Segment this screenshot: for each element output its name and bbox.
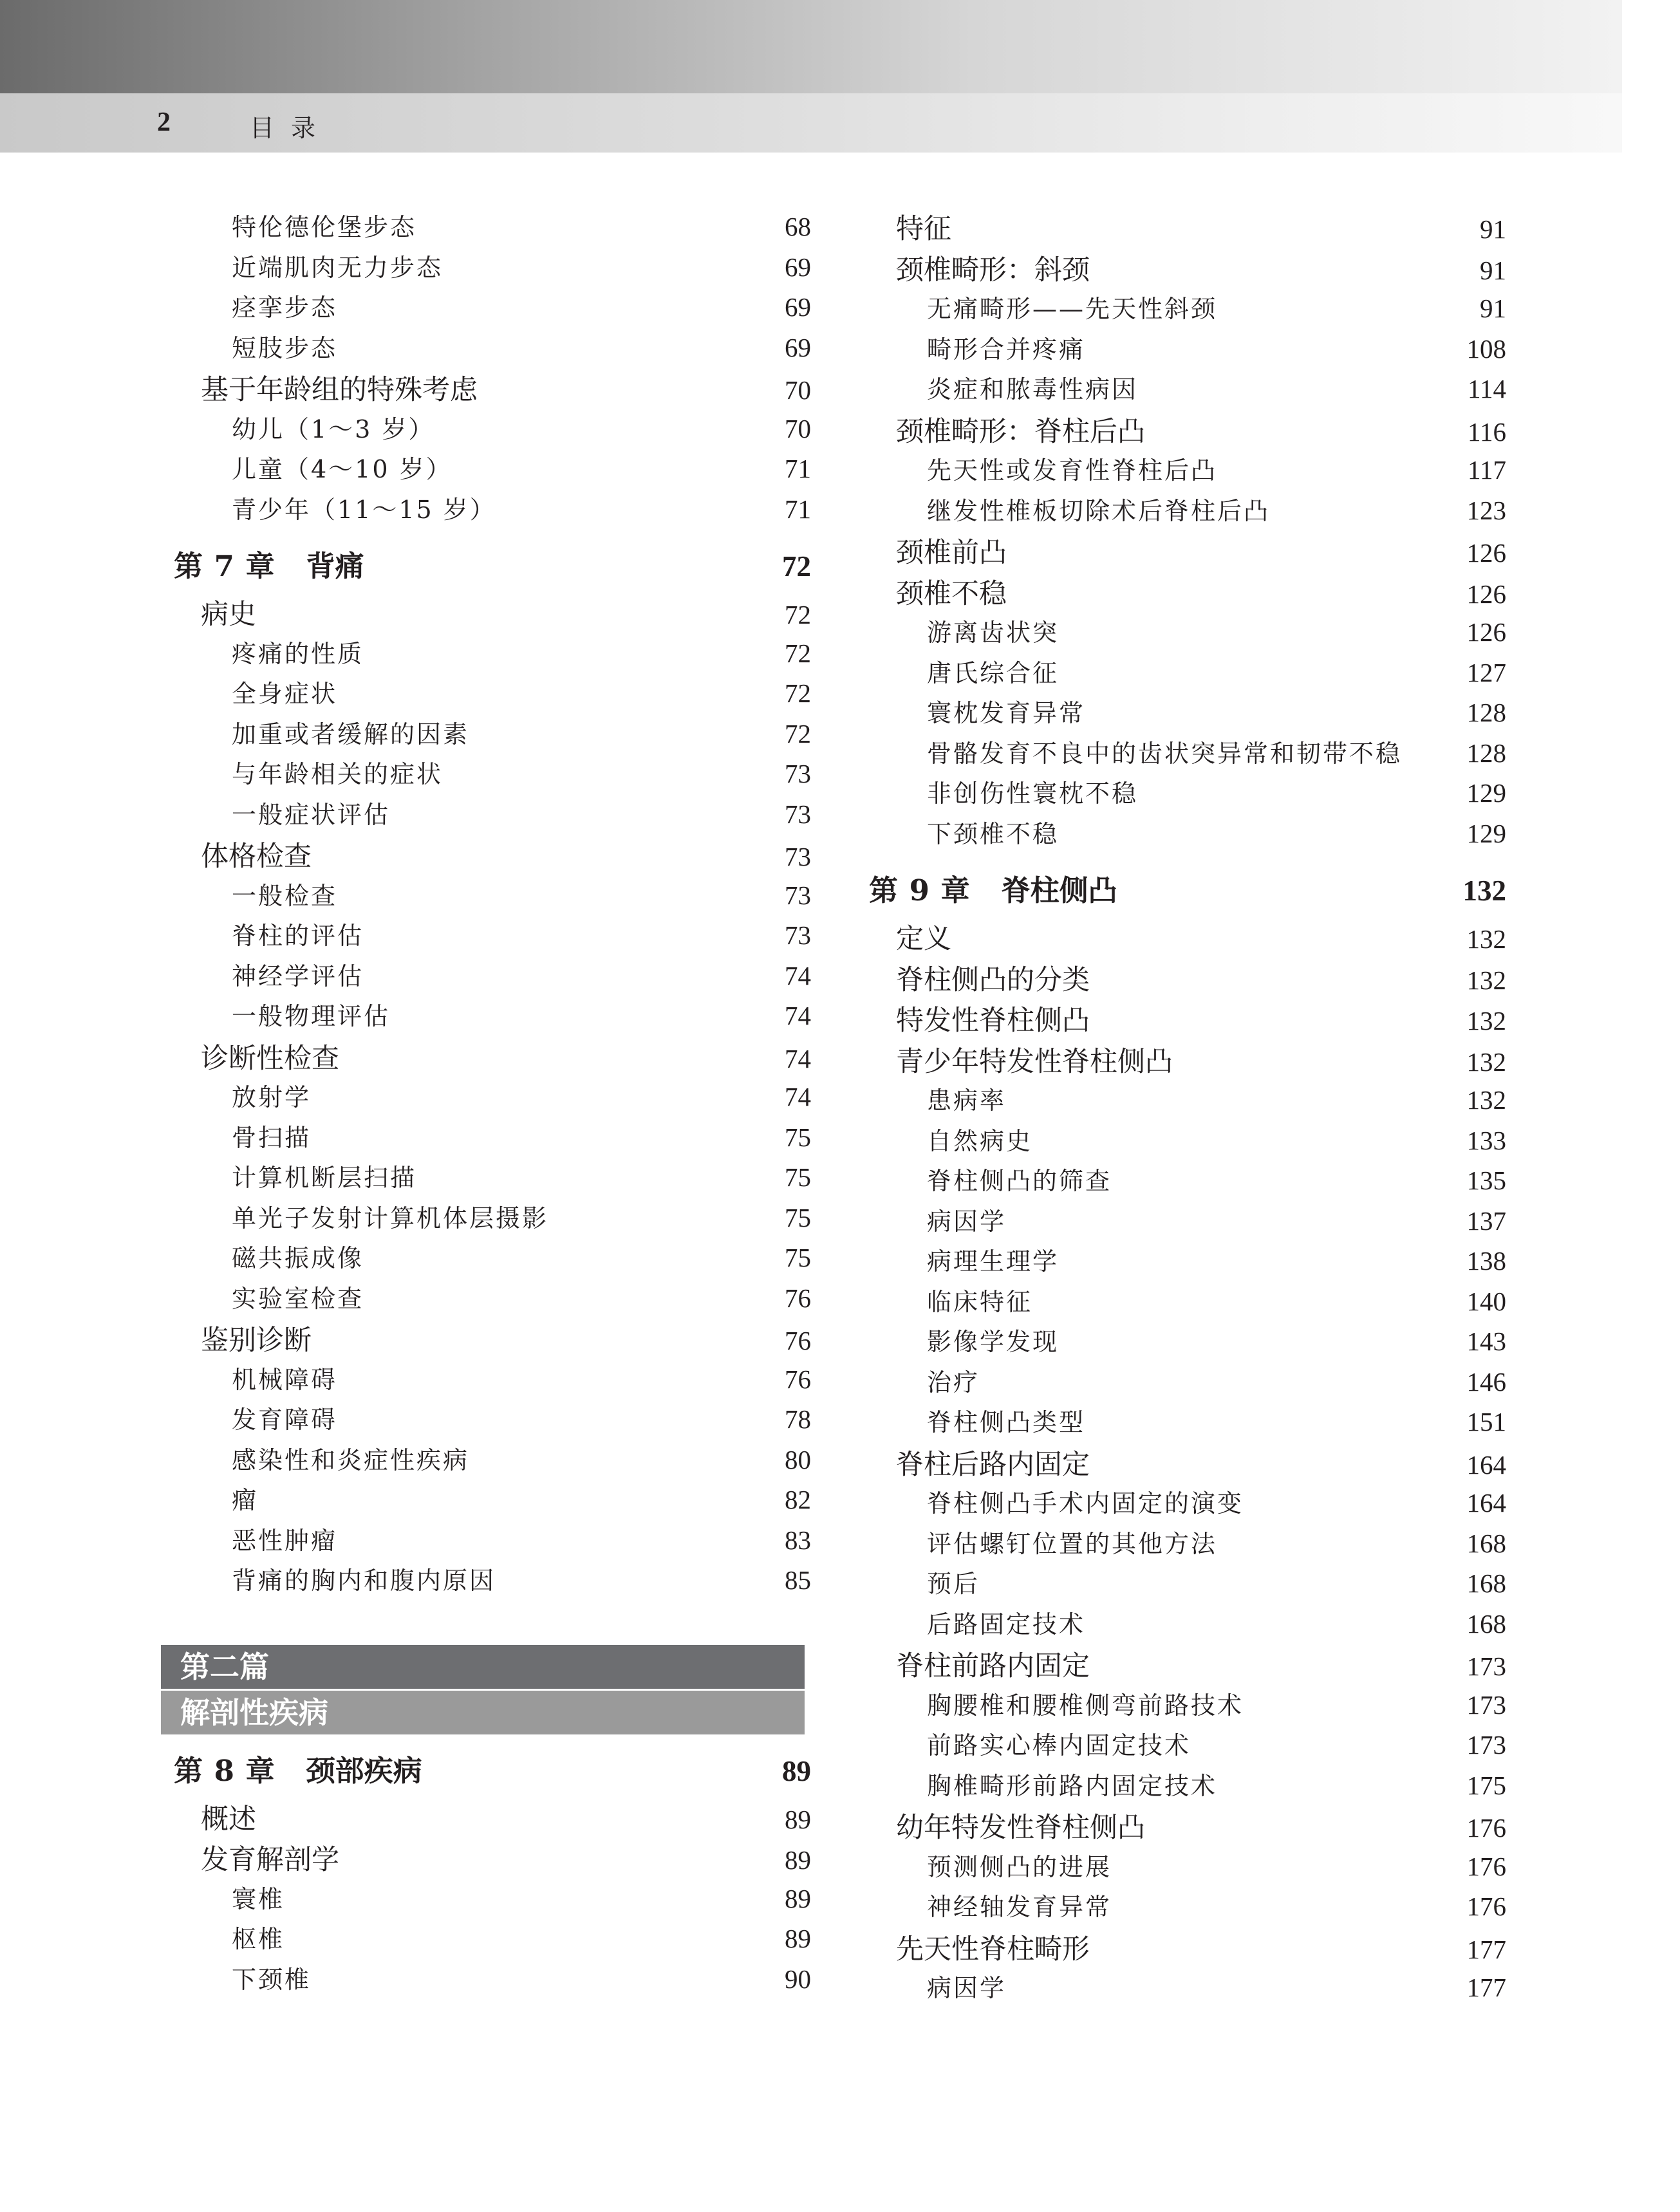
entry-title: 预后 (927, 1570, 980, 1598)
entry-page-number: 132 (1462, 875, 1506, 907)
chapter-label: 第 7 章 (174, 549, 275, 583)
entry-page-number: 177 (1466, 1973, 1506, 2002)
toc-subsection-entry[interactable] (869, 1524, 1506, 1565)
toc-subsection-entry[interactable] (869, 1766, 1506, 1807)
toc-section-entry[interactable] (174, 368, 811, 409)
entry-page-number: 168 (1466, 1568, 1506, 1598)
entry-title: 儿童（4～10 岁） (232, 455, 453, 483)
entry-title: 恶性肿瘤 (232, 1526, 338, 1555)
toc-section-entry[interactable] (869, 248, 1506, 290)
toc-chapter-entry[interactable] (174, 1747, 811, 1791)
entry-title: 幼年特发性脊柱侧凸 (896, 1812, 1145, 1844)
toc-subsection-entry[interactable] (174, 1198, 811, 1239)
entry-title (174, 543, 364, 584)
entry-page-number: 143 (1466, 1326, 1506, 1356)
toc-section-entry[interactable] (174, 593, 811, 634)
toc-section-entry[interactable] (174, 1319, 811, 1360)
entry-title: 先天性脊柱畸形 (896, 1933, 1090, 1966)
toc-subsection-entry[interactable] (869, 693, 1506, 734)
entry-page-number: 89 (785, 1845, 811, 1875)
toc-subsection-entry[interactable] (869, 1604, 1506, 1645)
toc-subsection-entry[interactable] (869, 734, 1506, 774)
toc-subsection-entry[interactable] (174, 754, 811, 795)
entry-page-number: 85 (785, 1565, 811, 1595)
entry-title: 实验室检查 (232, 1284, 364, 1313)
toc-subsection-entry[interactable] (174, 1440, 811, 1481)
entry-title: 与年龄相关的症状 (232, 760, 443, 788)
entry-title: 评估螺钉位置的其他方法 (927, 1529, 1218, 1558)
entry-page-number: 74 (785, 1082, 811, 1111)
toc-section-entry[interactable] (869, 999, 1506, 1040)
entry-page-number: 73 (785, 842, 811, 871)
entry-page-number: 129 (1466, 818, 1506, 848)
entry-title: 前路实心棒内固定技术 (927, 1731, 1191, 1760)
entry-page-number: 72 (785, 600, 811, 629)
entry-page-number: 72 (782, 550, 811, 582)
toc-subsection-entry[interactable] (174, 876, 811, 916)
entry-title: 后路固定技术 (927, 1610, 1086, 1639)
entry-title: 发育障碍 (232, 1406, 338, 1434)
chapter-label: 第 8 章 (174, 1753, 275, 1788)
entry-page-number: 89 (785, 1924, 811, 1953)
entry-page-number: 75 (785, 1202, 811, 1232)
entry-page-number: 140 (1466, 1286, 1506, 1316)
entry-title: 下颈椎 (232, 1965, 312, 1994)
entry-page-number: 175 (1466, 1770, 1506, 1800)
toc-subsection-entry[interactable] (869, 1362, 1506, 1403)
entry-page-number: 70 (785, 375, 811, 405)
entry-title: 胸椎畸形前路内固定技术 (927, 1771, 1218, 1800)
toc-section-entry[interactable] (174, 835, 811, 876)
chapter-title: 颈部疾病 (306, 1753, 422, 1788)
toc-subsection-entry[interactable] (174, 490, 811, 530)
entry-page-number: 176 (1466, 1891, 1506, 1921)
toc-section-entry[interactable] (869, 958, 1506, 999)
toc-section-entry[interactable] (869, 531, 1506, 572)
toc-subsection-entry[interactable] (174, 714, 811, 755)
toc-subsection-entry[interactable] (869, 451, 1506, 491)
entry-page-number: 71 (785, 454, 811, 483)
toc-subsection-entry[interactable] (174, 1521, 811, 1561)
entry-title: 炎症和脓毒性病因 (927, 375, 1139, 404)
entry-title: 发育解剖学 (201, 1844, 339, 1876)
entry-page-number: 75 (785, 1162, 811, 1192)
entry-page-number: 117 (1468, 455, 1506, 485)
entry-title: 近端肌肉无力步态 (232, 253, 443, 282)
entry-page-number: 83 (785, 1525, 811, 1555)
entry-page-number: 89 (785, 1883, 811, 1913)
entry-title: 特发性脊柱侧凸 (896, 1005, 1090, 1037)
entry-title: 脊柱侧凸的筛查 (927, 1167, 1112, 1195)
toc-section-entry[interactable] (869, 1928, 1506, 1969)
toc-section-entry[interactable] (174, 1798, 811, 1839)
entry-title: 概述 (201, 1803, 256, 1836)
entry-title: 脊柱侧凸手术内固定的演变 (927, 1489, 1244, 1518)
entry-page-number: 133 (1466, 1125, 1506, 1155)
toc-subsection-entry[interactable] (174, 1118, 811, 1158)
entry-page-number: 132 (1466, 1046, 1506, 1077)
running-header (0, 93, 1622, 153)
entry-title: 骨扫描 (232, 1123, 312, 1152)
entry-title: 计算机断层扫描 (232, 1164, 417, 1192)
entry-page-number: 73 (785, 799, 811, 829)
toc-subsection-entry[interactable] (869, 289, 1506, 330)
entry-page-number: 69 (785, 252, 811, 282)
toc-subsection-entry[interactable] (869, 1968, 1506, 2009)
entry-title (174, 1747, 422, 1789)
toc-subsection-entry[interactable] (869, 1282, 1506, 1323)
part-title: 解剖性疾病 (161, 1691, 805, 1734)
entry-page-number: 173 (1466, 1730, 1506, 1760)
toc-subsection-entry[interactable] (869, 1322, 1506, 1362)
entry-title: 骨骼发育不良中的齿状突异常和韧带不稳 (927, 739, 1403, 768)
entry-page-number: 114 (1468, 374, 1506, 404)
entry-title: 寰枕发育异常 (927, 699, 1086, 727)
toc-subsection-entry[interactable] (174, 1879, 811, 1920)
chapter-title: 背痛 (306, 549, 364, 583)
toc-subsection-entry[interactable] (869, 1725, 1506, 1766)
entry-title: 脊柱后路内固定 (896, 1448, 1090, 1481)
entry-title: 神经学评估 (232, 962, 364, 990)
entry-title: 特伦德伦堡步态 (232, 213, 417, 241)
entry-title: 放射学 (232, 1083, 312, 1111)
entry-page-number: 80 (785, 1444, 811, 1474)
toc-subsection-entry[interactable] (869, 1847, 1506, 1888)
toc-subsection-entry[interactable] (174, 449, 811, 490)
entry-page-number: 132 (1466, 965, 1506, 995)
entry-title: 病因学 (927, 1207, 1007, 1236)
toc-subsection-entry[interactable] (174, 674, 811, 714)
entry-page-number: 137 (1466, 1205, 1506, 1236)
toc-subsection-entry[interactable] (174, 916, 811, 956)
entry-page-number: 176 (1466, 1851, 1506, 1881)
entry-title: 患病率 (927, 1086, 1007, 1115)
entry-page-number: 135 (1466, 1166, 1506, 1195)
entry-title: 疼痛的性质 (232, 639, 364, 668)
entry-title: 预测侧凸的进展 (927, 1852, 1112, 1881)
entry-page-number: 126 (1466, 579, 1506, 609)
entry-title: 鉴别诊断 (201, 1324, 312, 1357)
entry-page-number: 126 (1466, 617, 1506, 647)
entry-page-number: 168 (1466, 1528, 1506, 1558)
toc-subsection-entry[interactable] (174, 288, 811, 328)
toc-subsection-entry[interactable] (174, 1077, 811, 1118)
toc-right-column (869, 207, 1506, 2009)
toc-subsection-entry[interactable] (174, 1561, 811, 1601)
toc-subsection-entry[interactable] (869, 1121, 1506, 1162)
entry-page-number: 69 (785, 332, 811, 362)
chapter-title: 脊柱侧凸 (1001, 873, 1117, 907)
toc-subsection-entry[interactable] (174, 207, 811, 248)
toc-subsection-entry[interactable] (174, 1360, 811, 1400)
toc-subsection-entry[interactable] (869, 1081, 1506, 1121)
entry-page-number: 129 (1466, 778, 1506, 808)
part-number: 第二篇 (161, 1645, 805, 1689)
entry-title: 枢椎 (232, 1925, 285, 1953)
entry-page-number: 74 (785, 1001, 811, 1030)
entry-page-number: 76 (785, 1326, 811, 1355)
entry-title: 先天性或发育性脊柱后凸 (927, 456, 1218, 485)
entry-title: 瘤 (232, 1486, 259, 1514)
entry-title: 胸腰椎和腰椎侧弯前路技术 (927, 1691, 1244, 1720)
toc-subsection-entry[interactable] (174, 1238, 811, 1279)
entry-title: 脊柱前路内固定 (896, 1650, 1090, 1682)
entry-page-number: 89 (785, 1804, 811, 1834)
toc-chapter-entry[interactable] (869, 867, 1506, 911)
entry-title: 畸形合并疼痛 (927, 335, 1086, 364)
entry-page-number: 132 (1466, 924, 1506, 954)
entry-page-number: 75 (785, 1122, 811, 1152)
toc-section-entry[interactable] (869, 410, 1506, 451)
toc-subsection-entry[interactable] (869, 1241, 1506, 1282)
entry-title: 磁共振成像 (232, 1244, 364, 1272)
entry-page-number: 70 (785, 413, 811, 443)
entry-page-number: 91 (1480, 214, 1506, 244)
entry-title: 颈椎不稳 (896, 577, 1007, 610)
top-gradient-band (0, 0, 1622, 93)
toc-subsection-entry[interactable] (869, 774, 1506, 814)
entry-page-number: 72 (785, 638, 811, 668)
entry-title: 诊断性检查 (201, 1042, 339, 1075)
entry-title (869, 867, 1117, 909)
entry-page-number: 74 (785, 1043, 811, 1073)
toc-subsection-entry[interactable] (869, 613, 1506, 653)
toc-subsection-entry[interactable] (174, 1919, 811, 1960)
entry-title: 一般检查 (232, 881, 338, 910)
toc-subsection-entry[interactable] (869, 369, 1506, 410)
entry-title: 全身症状 (232, 680, 338, 708)
entry-page-number: 78 (785, 1404, 811, 1434)
entry-page-number: 128 (1466, 738, 1506, 768)
entry-page-number: 173 (1466, 1651, 1506, 1681)
entry-title: 感染性和炎症性疾病 (232, 1445, 470, 1474)
entry-title: 神经轴发育异常 (927, 1893, 1112, 1921)
entry-title: 青少年特发性脊柱侧凸 (896, 1045, 1173, 1078)
entry-title: 痉挛步态 (232, 293, 338, 322)
entry-page-number: 76 (785, 1364, 811, 1394)
entry-title: 临床特征 (927, 1287, 1033, 1316)
entry-title: 继发性椎板切除术后脊柱后凸 (927, 496, 1271, 525)
entry-page-number: 176 (1466, 1813, 1506, 1843)
entry-title: 体格检查 (201, 841, 312, 873)
entry-title: 自然病史 (927, 1126, 1033, 1155)
toc-section-entry[interactable] (869, 207, 1506, 248)
entry-page-number: 90 (785, 1964, 811, 1994)
entry-page-number: 108 (1466, 333, 1506, 364)
toc-section-entry[interactable] (869, 1040, 1506, 1081)
toc-subsection-entry[interactable] (869, 1564, 1506, 1604)
toc-section-entry[interactable] (869, 917, 1506, 958)
entry-page-number: 177 (1466, 1934, 1506, 1964)
entry-title: 加重或者缓解的因素 (232, 720, 470, 748)
entry-page-number: 123 (1466, 495, 1506, 525)
toc-section-entry[interactable] (869, 1443, 1506, 1484)
entry-page-number: 89 (782, 1754, 811, 1787)
entry-title: 颈椎畸形：脊柱后凸 (896, 415, 1145, 448)
toc-subsection-entry[interactable] (174, 328, 811, 369)
entry-title: 病理生理学 (927, 1247, 1059, 1276)
entry-page-number: 138 (1466, 1246, 1506, 1276)
entry-title: 颈椎畸形：斜颈 (896, 254, 1090, 286)
toc-subsection-entry[interactable] (869, 1686, 1506, 1726)
entry-title: 颈椎前凸 (896, 537, 1007, 569)
entry-title: 短肢步态 (232, 333, 338, 362)
entry-page-number: 164 (1466, 1488, 1506, 1518)
entry-title: 脊柱的评估 (232, 922, 364, 950)
toc-subsection-entry[interactable] (869, 491, 1506, 532)
running-header-title: 目录 (250, 114, 333, 142)
entry-page-number: 73 (785, 880, 811, 910)
entry-page-number: 128 (1466, 698, 1506, 727)
toc-chapter-entry[interactable] (174, 543, 811, 586)
toc-left-column (174, 207, 811, 2000)
entry-title: 一般物理评估 (232, 1002, 391, 1030)
entry-page-number: 76 (785, 1283, 811, 1313)
entry-page-number: 126 (1466, 538, 1506, 568)
toc-subsection-entry[interactable] (174, 634, 811, 674)
toc-subsection-entry[interactable] (174, 1400, 811, 1440)
toc-section-entry[interactable] (174, 1838, 811, 1879)
toc-subsection-entry[interactable] (869, 653, 1506, 694)
entry-page-number: 116 (1468, 416, 1506, 447)
toc-subsection-entry[interactable] (174, 248, 811, 288)
toc-subsection-entry[interactable] (174, 956, 811, 997)
entry-title: 背痛的胸内和腹内原因 (232, 1566, 496, 1595)
toc-subsection-entry[interactable] (174, 1480, 811, 1521)
chapter-label: 第 9 章 (869, 873, 971, 907)
toc-section-entry[interactable] (869, 1644, 1506, 1686)
toc-subsection-entry[interactable] (174, 409, 811, 450)
entry-page-number: 69 (785, 292, 811, 322)
entry-page-number: 71 (785, 494, 811, 524)
entry-title: 脊柱侧凸类型 (927, 1408, 1086, 1436)
entry-title: 下颈椎不稳 (927, 819, 1059, 848)
entry-title: 游离齿状突 (927, 618, 1059, 647)
entry-title: 青少年（11～15 岁） (232, 495, 496, 524)
entry-page-number: 91 (1480, 293, 1506, 323)
entry-title: 病史 (201, 599, 256, 631)
part-heading (161, 1645, 805, 1734)
toc-section-entry[interactable] (869, 1806, 1506, 1847)
entry-page-number: 168 (1466, 1608, 1506, 1639)
entry-page-number: 72 (785, 718, 811, 748)
entry-title: 影像学发现 (927, 1328, 1059, 1356)
entry-page-number: 132 (1466, 1006, 1506, 1036)
toc-subsection-entry[interactable] (869, 1887, 1506, 1928)
toc-subsection-entry[interactable] (174, 996, 811, 1037)
entry-page-number: 151 (1466, 1407, 1506, 1436)
toc-subsection-entry[interactable] (174, 1158, 811, 1198)
entry-title: 寰椎 (232, 1884, 285, 1913)
toc-section-entry[interactable] (174, 1037, 811, 1078)
entry-title: 机械障碍 (232, 1365, 338, 1394)
toc-subsection-entry[interactable] (869, 1402, 1506, 1443)
entry-title: 脊柱侧凸的分类 (896, 963, 1090, 996)
entry-title: 病因学 (927, 1974, 1007, 2002)
entry-page-number: 73 (785, 920, 811, 950)
entry-page-number: 73 (785, 759, 811, 788)
toc-subsection-entry[interactable] (174, 795, 811, 835)
entry-title: 唐氏综合征 (927, 658, 1059, 687)
entry-title: 一般症状评估 (232, 800, 391, 829)
entry-title: 定义 (896, 923, 951, 955)
page-number: 2 (157, 107, 171, 137)
toc-subsection-entry[interactable] (869, 1483, 1506, 1524)
entry-title: 单光子发射计算机体层摄影 (232, 1204, 549, 1232)
entry-page-number: 68 (785, 212, 811, 241)
entry-title: 基于年龄组的特殊考虑 (201, 374, 478, 406)
entry-page-number: 164 (1466, 1449, 1506, 1480)
toc-subsection-entry[interactable] (174, 1279, 811, 1319)
entry-page-number: 74 (785, 960, 811, 990)
toc-subsection-entry[interactable] (869, 330, 1506, 370)
entry-page-number: 82 (785, 1485, 811, 1514)
entry-title: 特征 (896, 213, 951, 245)
entry-page-number: 127 (1466, 657, 1506, 687)
toc-subsection-entry[interactable] (869, 814, 1506, 855)
entry-title: 非创伤性寰枕不稳 (927, 779, 1139, 808)
entry-page-number: 72 (785, 678, 811, 708)
toc-subsection-entry[interactable] (869, 1202, 1506, 1242)
toc-subsection-entry[interactable] (174, 1960, 811, 2000)
toc-section-entry[interactable] (869, 572, 1506, 613)
part-spacer (174, 1601, 811, 1645)
entry-page-number: 91 (1480, 255, 1506, 285)
entry-title: 幼儿（1～3 岁） (232, 414, 435, 443)
entry-page-number: 146 (1466, 1366, 1506, 1397)
entry-title: 治疗 (927, 1368, 980, 1397)
toc-subsection-entry[interactable] (869, 1161, 1506, 1202)
entry-page-number: 173 (1466, 1689, 1506, 1720)
entry-title: 无痛畸形——先天性斜颈 (927, 295, 1218, 323)
entry-page-number: 132 (1466, 1085, 1506, 1115)
entry-page-number: 75 (785, 1243, 811, 1272)
